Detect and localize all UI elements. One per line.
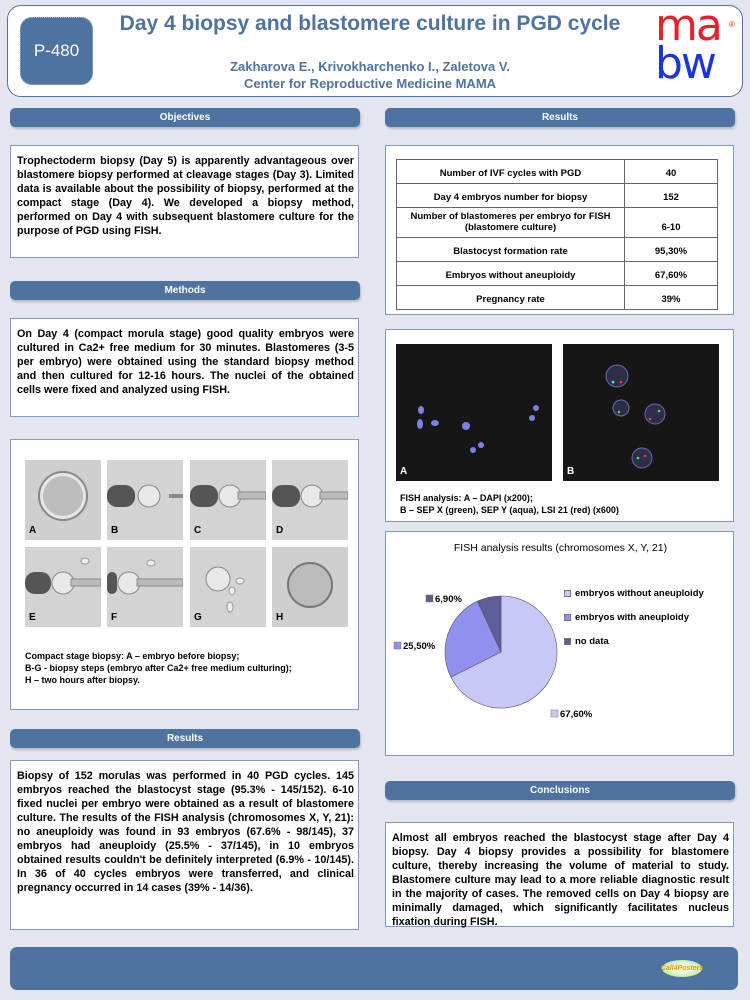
biopsy-photo <box>107 460 183 540</box>
panel-label: E <box>29 612 36 623</box>
row-value: 95,30% <box>625 238 718 262</box>
legend-swatch <box>564 614 571 621</box>
mama-logo <box>655 0 735 92</box>
table-row <box>397 262 718 286</box>
row-label: Number of blastomeres per embryo for FISH (blastomere culture) <box>397 208 625 238</box>
row-value: 39% <box>625 286 718 310</box>
conclusions-text: Almost all embryos reached the blastocyst stage after Day 4 biopsy. Day 4 biopsy provides a possibility for blastomere culture, thereby increasing the volume of material to study. Blastomere culture may lead to a more reliable diagnostic result in the majority of cases. The removed cells on Day 4 biopsy are minimally damaged, which significantly facilitates nucleus fixation during FISH. <box>385 822 734 927</box>
row-value: 40 <box>625 160 718 184</box>
caption-line: H – two hours after biopsy. <box>25 675 140 685</box>
poster-footer <box>10 947 738 990</box>
panel-label: B <box>567 466 575 477</box>
panel-label: A <box>400 466 408 477</box>
biopsy-caption <box>25 650 355 686</box>
row-label: Day 4 embryos number for biopsy <box>397 184 625 208</box>
row-label: Number of IVF cycles with PGD <box>397 160 625 184</box>
caption-line: Compact stage biopsy: A – embryo before biopsy; <box>25 651 240 661</box>
data-label-swatch <box>394 642 401 649</box>
legend-label: embryos without aneuploidy <box>575 587 704 599</box>
results-table <box>396 159 718 310</box>
panel-label: C <box>194 525 202 536</box>
institution: Center for Reproductive Medicine MAMA <box>243 76 497 91</box>
panel-label: H <box>276 612 284 623</box>
methods-text: On Day 4 (compact morula stage) good quality embryos were cultured in Ca2+ free medium for 30 minutes. Blastomeres (3-5 per embryo) were obtained using the standard biopsy method and then cultured for 12-16 hours. The nuclei of the obtained cells were fixed and analyzed using FISH. <box>10 318 359 417</box>
caption-line: FISH analysis: A – DAPI (x200); <box>400 493 533 503</box>
biopsy-photo <box>25 547 101 627</box>
poster-id-badge: P-480 <box>20 17 93 85</box>
table-row <box>397 160 718 184</box>
objectives-heading: Objectives <box>10 108 360 127</box>
results-text: Biopsy of 152 morulas was performed in 40 PGD cycles. 145 embryos reached the blastocyst stage (95.3% - 145/152). 6-10 fixed nuclei per embryo were obtained as a result of blastomere culture. The results of the FISH analysis (chromosomes X, Y, 21): no aneuploidy was found in 93 embryos (67.6% - 98/145), 37 embryos had aneuploidy (25.5% - 37/145), in 10 embryos obtained results couldn't be definitely interpreted (6.9% - 10/145). In 36 of 40 cycles embryos were transferred, and clinical pregnancy occurred in 14 cases (39% - 14/36). <box>10 760 359 930</box>
authors-block <box>110 58 630 92</box>
fish-figure-box <box>385 329 734 522</box>
panel-label: A <box>29 525 37 536</box>
panel-label: B <box>111 525 119 536</box>
fish-caption <box>400 492 730 516</box>
legend-swatch <box>564 590 571 597</box>
data-label <box>426 594 462 605</box>
biopsy-photo <box>272 460 348 540</box>
table-row <box>397 208 718 238</box>
caption-line: B-G - biopsy steps (embryo after Ca2+ free medium culturing); <box>25 663 292 673</box>
results-heading-right: Results <box>385 108 735 127</box>
biopsy-photo <box>25 460 101 540</box>
panel-label: F <box>111 612 118 623</box>
table-row <box>397 238 718 262</box>
fish-image-a <box>396 344 552 481</box>
results-heading-left: Results <box>10 729 360 748</box>
legend-item <box>564 587 704 599</box>
row-value: 6-10 <box>625 208 718 238</box>
data-label-text: 67,60% <box>560 709 593 720</box>
fish-image-b <box>563 344 719 481</box>
data-label-swatch <box>426 595 433 602</box>
data-label <box>394 641 436 652</box>
logo-bottom-text: bw <box>655 38 715 89</box>
legend-label: no data <box>575 635 609 647</box>
table-row <box>397 184 718 208</box>
authors: Zakharova E., Krivokharchenko I., Zaletova V. <box>230 59 510 74</box>
registered-icon: ® <box>729 20 735 29</box>
biopsy-photo <box>272 547 348 627</box>
row-label: Pregnancy rate <box>397 286 625 310</box>
row-value: 152 <box>625 184 718 208</box>
legend-swatch <box>564 638 571 645</box>
poster-title: Day 4 biopsy and blastomere culture in PGD cycle <box>119 12 621 35</box>
conclusions-heading: Conclusions <box>385 781 735 800</box>
data-label <box>551 709 593 720</box>
objectives-text: Trophectoderm biopsy (Day 5) is apparently advantageous over blastomere biopsy performed at cleavage stages (Day 3). Limited data is available about the possibility of biopsy, performed at the compact stage (Day 4). We developed a biopsy method, performed on Day 4 with subsequent blastomere culture for the purpose of PGD using FISH. <box>10 145 359 258</box>
methods-heading: Methods <box>10 281 360 300</box>
call4posters-logo: Call4Posters <box>662 960 702 977</box>
biopsy-photo <box>107 547 183 627</box>
row-label: Blastocyst formation rate <box>397 238 625 262</box>
biopsy-photo <box>190 547 266 627</box>
legend-item <box>564 635 704 647</box>
legend-label: embryos with aneuploidy <box>575 611 690 623</box>
biopsy-photo <box>190 460 266 540</box>
row-value: 67,60% <box>625 262 718 286</box>
caption-line: B – SEP X (green), SEP Y (aqua), LSI 21 (red) (x600) <box>400 505 619 515</box>
table-row <box>397 286 718 310</box>
legend-item <box>564 611 704 623</box>
chart-legend <box>564 587 704 659</box>
pie-chart-box <box>385 531 734 756</box>
data-label-text: 25,50% <box>403 641 436 652</box>
logo-top-text: ma <box>655 0 721 51</box>
results-table-box <box>385 145 734 315</box>
row-label: Embryos without aneuploidy <box>397 262 625 286</box>
panel-label: G <box>194 612 202 623</box>
data-label-swatch <box>551 710 558 717</box>
panel-label: D <box>276 525 284 536</box>
biopsy-photo-grid <box>25 460 353 630</box>
chart-title: FISH analysis results (chromosomes X, Y, 21) <box>453 542 668 554</box>
data-label-text: 6,90% <box>435 594 462 605</box>
